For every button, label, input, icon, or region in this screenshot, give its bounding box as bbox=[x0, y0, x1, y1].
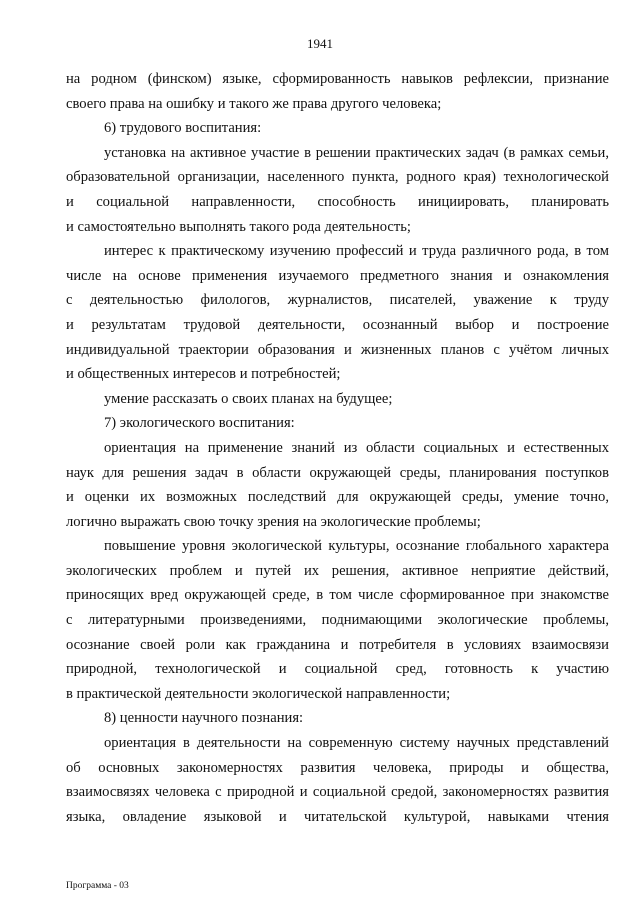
text-line: языка, овладение языковой и читательской культурой, навыками чтения bbox=[66, 808, 609, 825]
text-line: осознание своей роли как гражданина и потребителя в условиях взаимосвязи bbox=[66, 636, 609, 653]
text-line: и результатам трудовой деятельности, осознанный выбор и построение bbox=[66, 316, 609, 333]
text-line: на родном (финском) языке, сформированность навыков рефлексии, признание bbox=[66, 71, 609, 87]
page-footer: Программа - 03 bbox=[66, 881, 129, 891]
text-line: установка на активное участие в решении практических задач (в рамках семьи, bbox=[104, 144, 609, 161]
text-line: приносящих вред окружающей среде, в том числе сформированное при знакомстве bbox=[66, 587, 609, 604]
text-line: логично выражать свою точку зрения на экологические проблемы; bbox=[66, 513, 481, 530]
text-line: в практической деятельности экологической направленности; bbox=[66, 685, 451, 702]
text-line: взаимосвязях человека с природной и социальной средой, закономерностях развития bbox=[66, 784, 609, 801]
text-line: повышение уровня экологической культуры, осознание глобального характера bbox=[104, 538, 609, 555]
text-line: интерес к практическому изучению профессий и труда различного рода, в том bbox=[104, 243, 609, 260]
page-number: 1941 bbox=[307, 36, 333, 51]
text-line: об основных закономерностях развития человека, природы и общества, bbox=[66, 759, 609, 776]
text-line: с деятельностью филологов, журналистов, писателей, уважение к труду bbox=[66, 292, 609, 309]
section-heading: 7) экологического воспитания: bbox=[104, 415, 295, 432]
text-line: своего права на ошибку и такого же права другого человека; bbox=[66, 95, 442, 112]
text-line: образовательной организации, населенного пункта, родного края) технологической bbox=[66, 169, 609, 186]
text-line: и оценки их возможных последствий для окружающей среды, умение точно, bbox=[66, 489, 609, 506]
text-line: наук для решения задач в области окружающей среды, планирования поступков bbox=[66, 464, 609, 481]
text-line: умение рассказать о своих планах на будущее; bbox=[104, 390, 393, 407]
text-line: ориентация на применение знаний из области социальных и естественных bbox=[104, 439, 609, 456]
text-line: числе на основе применения изучаемого предметного знания и ознакомления bbox=[66, 267, 609, 284]
text-line: и социальной направленности, способность инициировать, планировать bbox=[66, 193, 609, 210]
text-line: и самостоятельно выполнять такого рода деятельность; bbox=[66, 218, 411, 235]
text-line: индивидуальной траектории образования и жизненных планов с учётом личных bbox=[66, 341, 609, 358]
section-heading: 8) ценности научного познания: bbox=[104, 710, 304, 727]
text-line: природной, технологической и социальной сред, готовность к участию bbox=[66, 661, 609, 678]
text-line: ориентация в деятельности на современную систему научных представлений bbox=[104, 735, 609, 752]
text-line: и общественных интересов и потребностей; bbox=[66, 366, 341, 383]
text-line: с литературными произведениями, поднимающими экологические проблемы, bbox=[66, 612, 609, 629]
text-line: экологических проблем и путей их решения, активное неприятие действий, bbox=[66, 562, 609, 579]
section-heading: 6) трудового воспитания: bbox=[104, 120, 262, 137]
body-text bbox=[66, 67, 609, 829]
